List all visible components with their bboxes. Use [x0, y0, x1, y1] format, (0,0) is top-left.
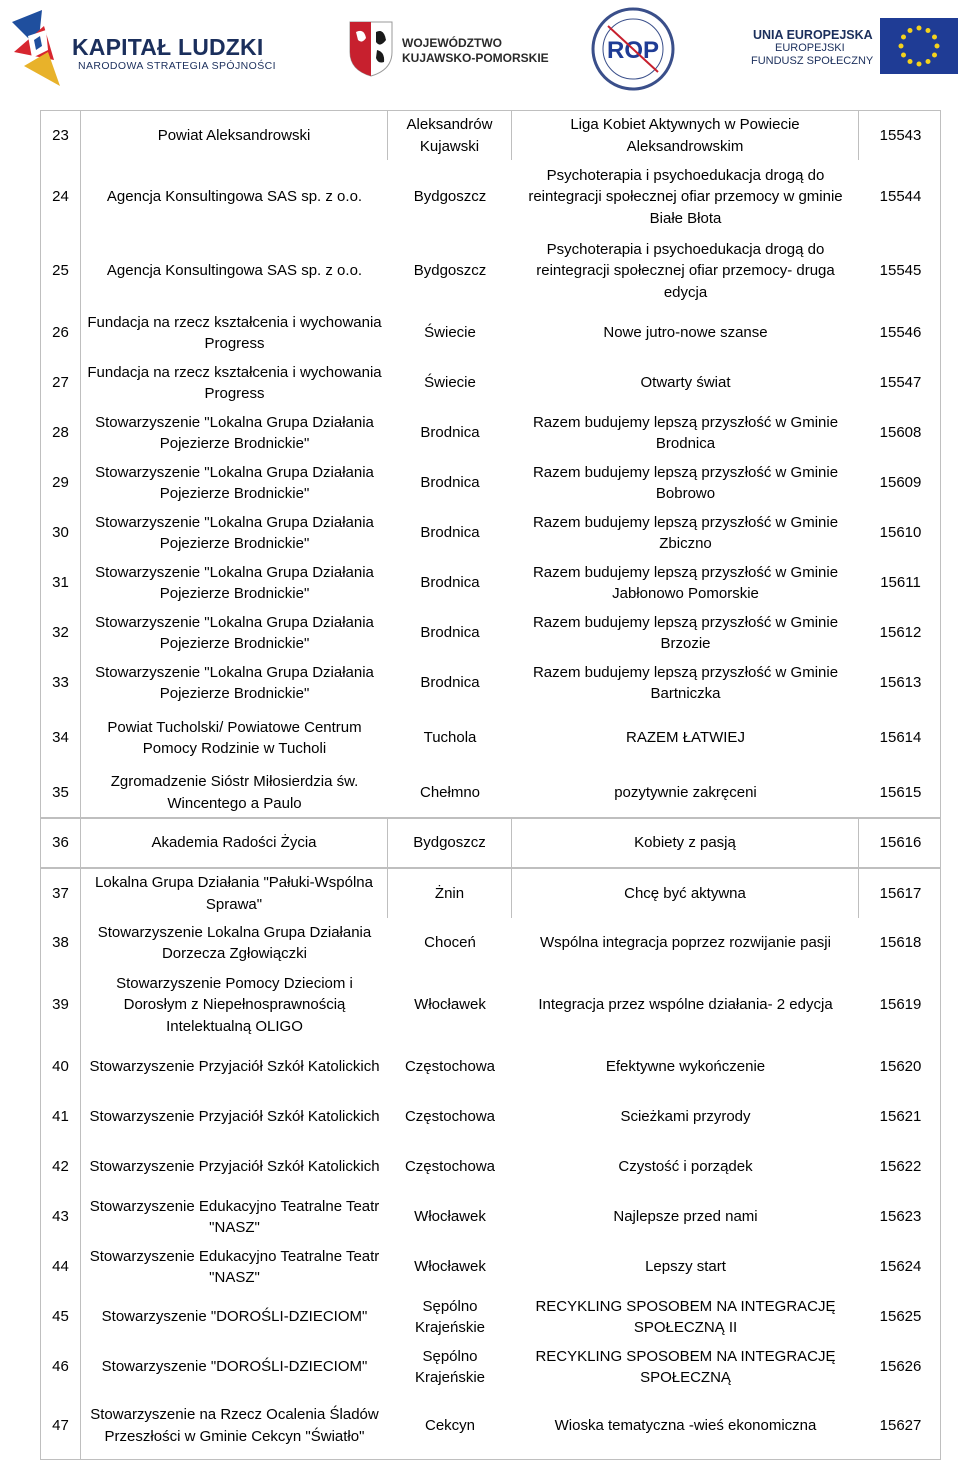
project-number: 15545	[879, 262, 922, 280]
row-number: 38	[41, 918, 81, 968]
row-number: 28	[41, 408, 81, 458]
table-row	[40, 458, 941, 508]
organization-name: Powiat Aleksandrowski	[81, 111, 388, 160]
city-name: Włocławek	[414, 1208, 486, 1226]
project-title: Otwarty świat	[640, 374, 731, 392]
organization-name: Agencja Konsultingowa SAS sp. z o.o.	[106, 262, 363, 280]
row-number: 45	[41, 1292, 81, 1342]
table-row	[40, 308, 941, 358]
project-number: 15543	[879, 126, 922, 144]
row-number: 24	[41, 160, 81, 234]
organization-name: Stowarzyszenie Przyjaciół Szkół Katolickich	[89, 1058, 380, 1076]
city-name: Bydgoszcz	[413, 188, 487, 206]
project-number: 15547	[879, 374, 922, 392]
project-title: RECYKLING SPOSOBEM NA INTEGRACJĘ SPOŁECZNĄ II	[535, 1297, 836, 1336]
wojewodztwo-logo	[340, 0, 549, 100]
table-row	[40, 708, 941, 768]
organization-name: Akademia Radości Życia	[81, 819, 388, 867]
city-name: Sępólno Krajeńskie	[414, 1347, 486, 1386]
project-title: Chcę być aktywna	[512, 869, 859, 918]
table-row	[40, 1392, 941, 1460]
ue-line2: EUROPEJSKI	[775, 42, 845, 54]
table-row	[40, 234, 941, 308]
table-row	[40, 1342, 941, 1392]
project-title: Razem budujemy lepszą przyszłość w Gminie Jabłonowo Pomorskie	[532, 563, 839, 602]
organization-name: Fundacja na rzecz kształcenia i wychowania Progress	[87, 313, 382, 352]
organization-name: Stowarzyszenie "Lokalna Grupa Działania Pojezierze Brodnickie"	[95, 463, 374, 502]
table-row	[40, 1192, 941, 1242]
city-name: Częstochowa	[404, 1158, 496, 1176]
table-row	[40, 408, 941, 458]
city-name: Bydgoszcz	[388, 819, 512, 867]
row-number: 41	[41, 1092, 81, 1142]
project-number: 15544	[879, 188, 922, 206]
project-number: 15611	[880, 574, 921, 592]
project-number: 15617	[879, 884, 922, 902]
row-number: 23	[41, 111, 81, 160]
project-title: Razem budujemy lepszą przyszłość w Gminie Brodnica	[532, 413, 839, 452]
city-name: Cekcyn	[424, 1416, 476, 1434]
project-number: 15608	[879, 424, 922, 442]
project-number: 15613	[879, 674, 922, 692]
organization-name: Fundacja na rzecz kształcenia i wychowania Progress	[87, 363, 382, 402]
project-number: 15616	[879, 834, 922, 852]
table-row	[40, 1242, 941, 1292]
row-number: 46	[41, 1342, 81, 1392]
ue-line3: FUNDUSZ SPOŁECZNY	[751, 55, 874, 67]
organization-name: Stowarzyszenie na Rzecz Ocalenia Śladów Przeszłości w Gminie Cekcyn "Światło"	[90, 1406, 379, 1445]
project-title: Wspólna integracja poprzez rozwijanie pasji	[540, 934, 831, 952]
table-row	[40, 1092, 941, 1142]
project-title: Nowe jutro-nowe szanse	[603, 324, 768, 342]
city-name: Brodnica	[420, 524, 480, 542]
kapital-ludzki-emblem-icon	[4, 0, 74, 100]
row-number: 43	[41, 1192, 81, 1242]
row-number: 36	[41, 819, 81, 867]
project-number: 15614	[879, 729, 922, 747]
organization-name: Stowarzyszenie Edukacyjno Teatralne Teatr "NASZ"	[89, 1247, 380, 1286]
row-number: 37	[41, 869, 81, 918]
organization-name: Powiat Tucholski/ Powiatowe Centrum Pomocy Rodzinie w Tucholi	[107, 718, 362, 757]
row-number: 30	[41, 508, 81, 558]
project-number: 15621	[879, 1108, 922, 1126]
table-row	[40, 110, 941, 160]
project-number: 15625	[879, 1308, 922, 1326]
organization-name: Stowarzyszenie Edukacyjno Teatralne Teatr "NASZ"	[89, 1197, 380, 1236]
project-title: Psychoterapia i psychoedukacja drogą do reintegracji społecznej ofiar przemocy w gminie Białe Błota	[528, 166, 843, 227]
city-name: Częstochowa	[404, 1058, 496, 1076]
row-number: 34	[41, 708, 81, 768]
project-number: 15626	[879, 1358, 922, 1376]
wojewodztwo-line2: KUJAWSKO-POMORSKIE	[402, 51, 549, 65]
row-number: 33	[41, 658, 81, 708]
row-number: 27	[41, 358, 81, 408]
projects-table	[40, 110, 941, 1460]
city-name: Tuchola	[423, 729, 477, 747]
table-row	[40, 1292, 941, 1342]
city-name: Bydgoszcz	[413, 262, 487, 280]
project-number: 15612	[879, 624, 922, 642]
row-number: 29	[41, 458, 81, 508]
row-number: 25	[41, 234, 81, 308]
row-number: 44	[41, 1242, 81, 1292]
project-number: 15619	[879, 996, 922, 1014]
eu-logo	[745, 0, 960, 100]
city-name: Brodnica	[420, 474, 480, 492]
project-title: Razem budujemy lepszą przyszłość w Gminie Zbiczno	[532, 513, 839, 552]
organization-name: Stowarzyszenie "DOROŚLI-DZIECIOM"	[101, 1308, 368, 1326]
project-number: 15609	[879, 474, 922, 492]
table-row	[40, 1142, 941, 1192]
project-title: Psychoterapia i psychoedukacja drogą do reintegracji społecznej ofiar przemocy- druga edycja	[536, 240, 835, 301]
project-title: Czystość i porządek	[618, 1158, 753, 1176]
project-title: RECYKLING SPOSOBEM NA INTEGRACJĘ SPOŁECZNĄ	[535, 1347, 836, 1386]
project-title: Liga Kobiet Aktywnych w Powiecie Aleksandrowskim	[512, 111, 859, 160]
project-title: pozytywnie zakręceni	[614, 783, 757, 801]
wojewodztwo-line1: WOJEWÓDZTWO	[402, 36, 502, 50]
ue-line1: UNIA EUROPEJSKA	[753, 28, 873, 42]
row-number: 26	[41, 308, 81, 358]
project-number: 15610	[879, 524, 922, 542]
row-number: 35	[41, 768, 81, 817]
eu-flag-icon	[880, 18, 958, 74]
rops-seal-icon	[590, 6, 676, 92]
table-row	[40, 608, 941, 658]
row-number: 39	[41, 968, 81, 1042]
city-name: Świecie	[424, 324, 476, 342]
table-row	[40, 868, 941, 918]
organization-name: Stowarzyszenie "Lokalna Grupa Działania Pojezierze Brodnickie"	[95, 663, 374, 702]
organization-name: Stowarzyszenie "DOROŚLI-DZIECIOM"	[101, 1358, 368, 1376]
project-title: Najlepsze przed nami	[613, 1208, 758, 1226]
table-row	[40, 508, 941, 558]
city-name: Choceń	[424, 934, 476, 952]
organization-name: Agencja Konsultingowa SAS sp. z o.o.	[106, 188, 363, 206]
project-number: 15615	[879, 783, 922, 801]
organization-name: Stowarzyszenie Lokalna Grupa Działania Dorzecza Zgłowiączki	[97, 923, 372, 962]
project-title: Integracja przez wspólne działania- 2 edycja	[538, 996, 833, 1014]
project-title: Efektywne wykończenie	[605, 1058, 766, 1076]
svg-text:ROP: ROP	[606, 37, 660, 64]
table-row	[40, 1042, 941, 1092]
city-name: Włocławek	[414, 1258, 486, 1276]
table-row	[40, 160, 941, 234]
project-number: 15624	[879, 1258, 922, 1276]
city-name: Częstochowa	[404, 1108, 496, 1126]
city-name: Sępólno Krajeńskie	[414, 1297, 486, 1336]
organization-name: Stowarzyszenie Przyjaciół Szkół Katolickich	[89, 1108, 380, 1126]
project-number: 15623	[879, 1208, 922, 1226]
table-row	[40, 768, 941, 818]
organization-name: Stowarzyszenie Pomocy Dzieciom i Dorosłym z Niepełnosprawnością Intelektualną OLIGO	[116, 974, 353, 1035]
table-row	[40, 558, 941, 608]
kapital-ludzki-title: KAPITAŁ LUDZKI	[72, 34, 264, 60]
city-name: Żnin	[388, 869, 512, 918]
city-name: Brodnica	[420, 624, 480, 642]
city-name: Chełmno	[419, 783, 481, 801]
row-number: 32	[41, 608, 81, 658]
row-number: 31	[41, 558, 81, 608]
organization-name: Stowarzyszenie "Lokalna Grupa Działania Pojezierze Brodnickie"	[95, 513, 374, 552]
table-row	[40, 818, 941, 868]
row-number: 47	[41, 1392, 81, 1459]
kapital-ludzki-subtitle: NARODOWA STRATEGIA SPÓJNOŚCI	[78, 60, 276, 72]
project-title: Lepszy start	[645, 1258, 726, 1276]
city-name: Brodnica	[420, 674, 480, 692]
project-number: 15546	[879, 324, 922, 342]
city-name: Brodnica	[420, 574, 480, 592]
table-row	[40, 968, 941, 1042]
header-logos	[0, 0, 960, 100]
city-name: Aleksandrów Kujawski	[388, 111, 512, 160]
city-name: Brodnica	[420, 424, 480, 442]
table-row	[40, 358, 941, 408]
project-title: Wioska tematyczna -wieś ekonomiczna	[554, 1416, 817, 1434]
city-name: Świecie	[424, 374, 476, 392]
project-title: Scieżkami przyrody	[620, 1108, 751, 1126]
organization-name: Stowarzyszenie "Lokalna Grupa Działania Pojezierze Brodnickie"	[95, 563, 374, 602]
project-number: 15622	[879, 1158, 922, 1176]
organization-name: Lokalna Grupa Działania "Pałuki-Wspólna Sprawa"	[81, 869, 388, 918]
project-title: Razem budujemy lepszą przyszłość w Gminie Bartniczka	[532, 663, 839, 702]
project-number: 15627	[879, 1416, 922, 1434]
kapital-ludzki-logo	[0, 0, 300, 100]
table-row	[40, 918, 941, 968]
project-title: Kobiety z pasją	[512, 819, 859, 867]
project-title: Razem budujemy lepszą przyszłość w Gminie Bobrowo	[532, 463, 839, 502]
project-number: 15620	[879, 1058, 922, 1076]
organization-name: Stowarzyszenie "Lokalna Grupa Działania Pojezierze Brodnickie"	[95, 613, 374, 652]
organization-name: Stowarzyszenie Przyjaciół Szkół Katolickich	[89, 1158, 380, 1176]
project-number: 15618	[879, 934, 922, 952]
organization-name: Zgromadzenie Sióstr Miłosierdzia św. Wincentego a Paulo	[110, 773, 359, 812]
row-number: 40	[41, 1042, 81, 1092]
griffin-crest-icon	[344, 18, 398, 78]
city-name: Włocławek	[414, 996, 486, 1014]
table-row	[40, 658, 941, 708]
rops-logo	[590, 0, 680, 100]
project-title: Razem budujemy lepszą przyszłość w Gminie Brzozie	[532, 613, 839, 652]
row-number: 42	[41, 1142, 81, 1192]
project-title: RAZEM ŁATWIEJ	[626, 729, 745, 747]
organization-name: Stowarzyszenie "Lokalna Grupa Działania Pojezierze Brodnickie"	[95, 413, 374, 452]
